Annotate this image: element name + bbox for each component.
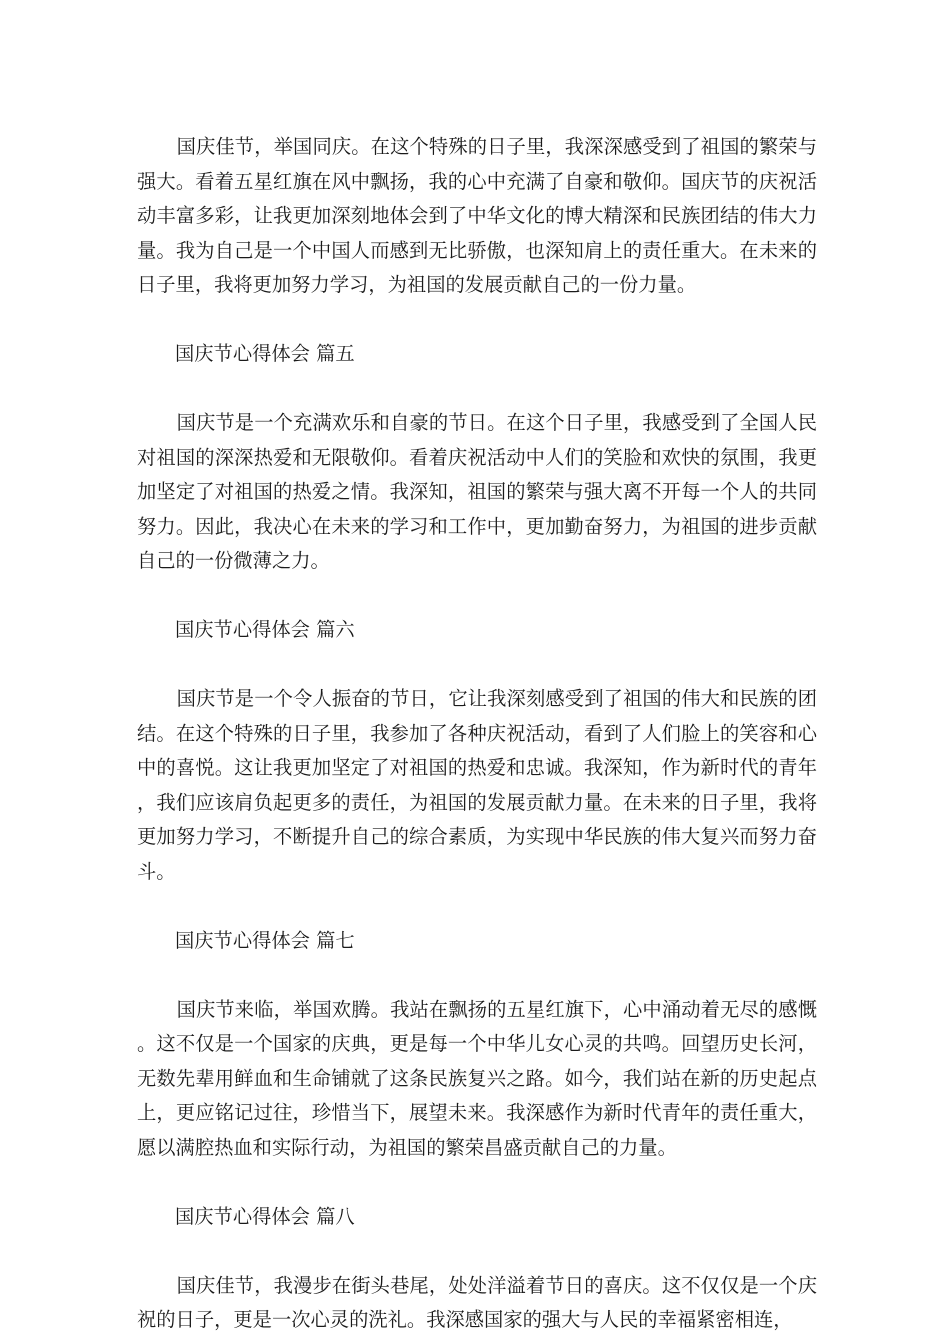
section-heading: 国庆节心得体会 篇七 <box>175 928 355 952</box>
body-paragraph: 国庆节是一个令人振奋的节日，它让我深刻感受到了祖国的伟大和民族的团结。在这个特殊的日子里，我参加了各种庆祝活动，看到了人们脸上的笑容和心中的喜悦。这让我更加坚定了对祖国的热爱和忠诚。我深知，作为新时代的青年，我们应该肩负起更多的责任，为祖国的发展贡献力量。在未来的日子里，我将更加努力学习，不断提升自己的综合素质，为实现中华民族的伟大复兴而努力奋斗。 <box>137 687 817 883</box>
section-heading: 国庆节心得体会 篇五 <box>175 342 355 365</box>
section-heading: 国庆节心得体会 篇六 <box>175 618 355 641</box>
body-paragraph: 国庆佳节，举国同庆。在这个特殊的日子里，我深深感受到了祖国的繁荣与强大。看着五星红旗在风中飘扬，我的心中充满了自豪和敬仰。国庆节的庆祝活动丰富多彩，让我更加深刻地体会到了中华文化的博大精深和民族团结的伟大力量。我为自己是一个中国人而感到无比骄傲，也深知肩上的责任重大。在未来的日子里，我将更加努力学习，为祖国的发展贡献自己的一份力量。 <box>137 135 817 296</box>
body-paragraph: 国庆佳节，我漫步在街头巷尾，处处洋溢着节日的喜庆。这不仅仅是一个庆祝的日子，更是一次心灵的洗礼。我深感国家的强大与人民的幸福紧密相连， <box>137 1273 817 1331</box>
body-paragraph: 国庆节是一个充满欢乐和自豪的节日。在这个日子里，我感受到了全国人民对祖国的深深热爱和无限敬仰。看着庆祝活动中人们的笑脸和欢快的氛围，我更加坚定了对祖国的热爱之情。我深知，祖国的繁荣与强大离不开每一个人的共同努力。因此，我决心在未来的学习和工作中，更加勤奋努力，为祖国的进步贡献自己的一份微薄之力。 <box>137 411 817 572</box>
body-paragraph: 国庆节来临，举国欢腾。我站在飘扬的五星红旗下，心中涌动着无尽的感慨。这不仅是一个国家的庆典，更是每一个中华儿女心灵的共鸣。回望历史长河，无数先辈用鲜血和生命铺就了这条民族复兴之路。如今，我们站在新的历史起点上，更应铭记过往，珍惜当下，展望未来。我深感作为新时代青年的责任重大，愿以满腔热血和实际行动，为祖国的繁荣昌盛贡献自己的力量。 <box>137 997 817 1159</box>
section-heading: 国庆节心得体会 篇八 <box>175 1204 355 1228</box>
document-page <box>137 130 817 1338</box>
